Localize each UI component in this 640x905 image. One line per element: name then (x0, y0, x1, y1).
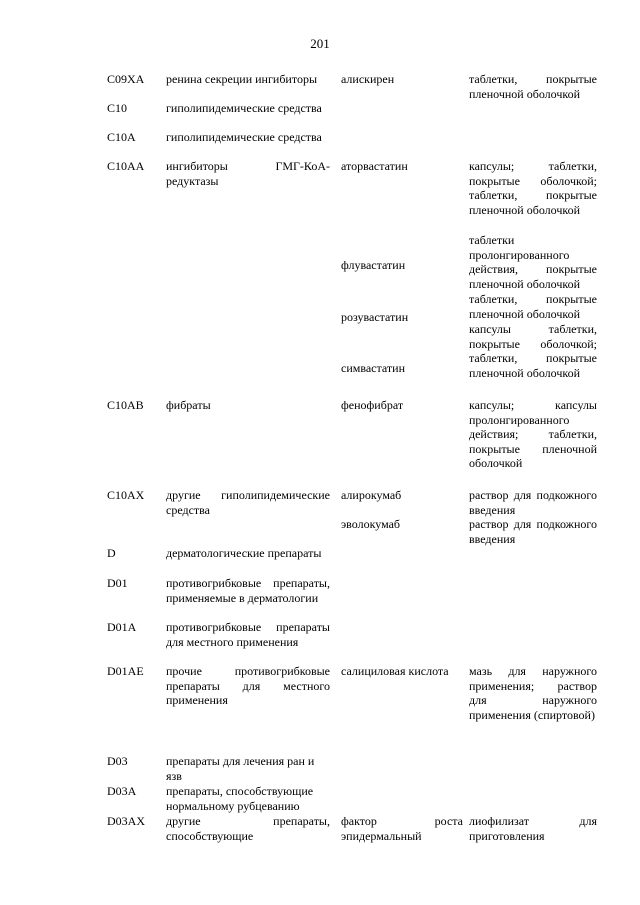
group-name: ингибиторы ГМГ-КоА-редуктазы (166, 159, 330, 188)
dosage-form: капсулы таблетки, покрытые оболочкой; таблетки, покрытые пленочной оболочкой (469, 322, 597, 380)
dosage-form: лиофилизат для приготовления (469, 814, 597, 843)
atc-code: D01AE (107, 664, 144, 678)
atc-code: D (107, 546, 116, 560)
dosage-form: раствор для подкожного введения (469, 517, 597, 546)
atc-code: C10AA (107, 159, 145, 173)
group-name: противогрибковые препараты, применяемые в дерматологии (166, 576, 330, 605)
drug-name: симвастатин (341, 361, 405, 375)
group-name: гиполипидемические средства (166, 130, 322, 144)
atc-code: D03AX (107, 814, 145, 828)
page-number: 201 (310, 36, 330, 51)
atc-code: C09XA (107, 72, 145, 86)
dosage-form: таблетки, покрытые пленочной оболочкой (469, 292, 597, 321)
drug-name: эволокумаб (341, 517, 401, 531)
dosage-form: капсулы; таблетки, покрытые оболочкой; таблетки, покрытые пленочной оболочкой (469, 159, 597, 217)
dosage-form: таблетки пролонгированного действия, покрытые пленочной оболочкой (469, 233, 597, 291)
atc-code: D03A (107, 784, 137, 798)
drug-name: алискирен (341, 72, 395, 86)
group-name: гиполипидемические средства (166, 101, 322, 115)
drug-name: флувастатин (341, 258, 406, 272)
drug-name: аторвастатин (341, 159, 408, 173)
group-name: ренина секреции ингибиторы (166, 72, 318, 86)
dosage-form: таблетки, покрытые пленочной оболочкой (469, 72, 597, 101)
group-name: фибраты (166, 398, 211, 412)
atc-code: D03 (107, 754, 128, 768)
dosage-form: капсулы; капсулы пролонгированного действия; таблетки, покрытые пленочной оболочкой (469, 398, 597, 471)
drug-name: алирокумаб (341, 488, 402, 502)
group-name: другие препараты, способствующие (166, 814, 330, 843)
drug-name: розувастатин (341, 310, 409, 324)
drug-name: салициловая кислота (341, 664, 449, 678)
atc-code: C10A (107, 130, 136, 144)
atc-code: C10AX (107, 488, 145, 502)
group-name: дерматологические препараты (166, 546, 322, 560)
group-name: другие гиполипидемические средства (166, 488, 330, 517)
drug-name: фенофибрат (341, 398, 404, 412)
drug-name: фактор роста эпидермальный (341, 814, 463, 843)
dosage-form: мазь для наружного применения; раствор для наружного применения (спиртовой) (469, 664, 597, 722)
group-name: прочие противогрибковые препараты для местного применения (166, 664, 330, 708)
group-name: препараты, способствующие нормальному рубцеванию (166, 784, 314, 813)
atc-code: D01 (107, 576, 128, 590)
atc-code: C10 (107, 101, 128, 115)
atc-code: C10AB (107, 398, 144, 412)
group-name: препараты для лечения ран и язв (166, 754, 315, 783)
atc-code: D01A (107, 620, 137, 634)
dosage-form: раствор для подкожного введения (469, 488, 597, 517)
group-name: противогрибковые препараты для местного применения (166, 620, 330, 649)
